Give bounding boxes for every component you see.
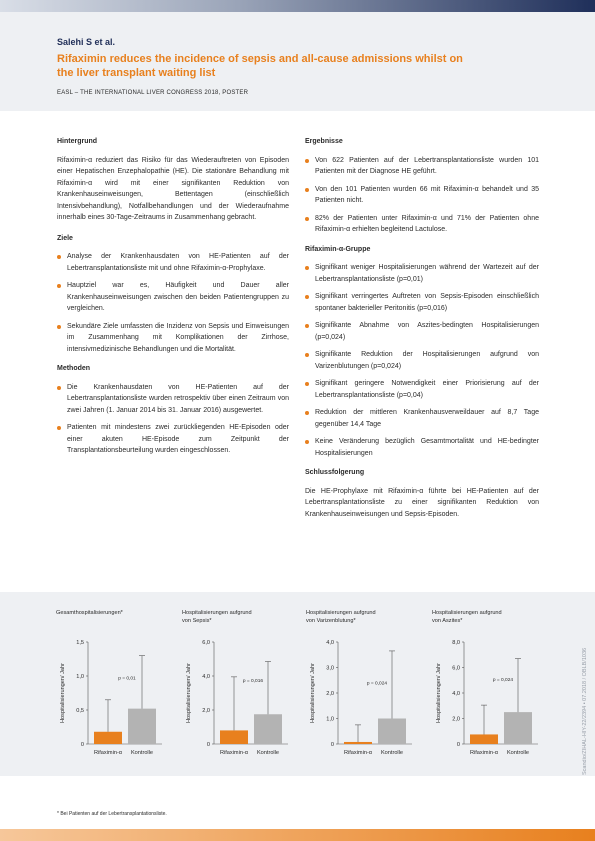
list-item	[305, 407, 539, 430]
list-item-text: Keine Veränderung bezüglich Gesamtmortalität und HE-bedingter Hospitalisierungen	[315, 438, 539, 457]
chart-title: Hospitalisierungen aufgrund	[182, 610, 252, 616]
side-note-text: Scandio/ZIHAL-HIY-22/2394 • 07.2018 / OBLB/1036	[582, 647, 588, 775]
bar-chart	[176, 592, 300, 776]
bullet-icon	[305, 266, 309, 270]
list-item-text: Signifikant verringertes Auftreten von Sepsis-Episoden einschließlich spontaner bakterieller Peritonitis (p=0,016)	[315, 293, 539, 312]
y-tick-label: 0	[330, 742, 334, 748]
x-category-label: Rifaximin-α	[469, 750, 499, 756]
bar	[254, 714, 282, 744]
bar	[378, 719, 406, 745]
list-item	[305, 291, 539, 314]
footnote: * Bei Patienten auf der Lebertransplantationsliste.	[57, 811, 167, 817]
y-tick-label: 0	[206, 742, 210, 748]
list-item	[305, 262, 539, 285]
list-item	[305, 349, 539, 372]
y-axis-label: Hospitalisierungen/ Jahr	[60, 662, 66, 724]
list-item-text: Signifikante Reduktion der Hospitalisierungen aufgrund von Varizenblutungen (p=0,024)	[315, 351, 539, 370]
list-item-text: Signifikant geringere Notwendigkeit einer Priorisierung auf der Lebertransplantationsliste (p=0,04)	[315, 380, 539, 399]
x-category-label: Rifaximin-α	[343, 750, 373, 756]
y-tick-label: 1,5	[76, 640, 84, 646]
bar	[94, 732, 122, 744]
list-item	[305, 155, 539, 178]
methoden-list	[57, 382, 289, 457]
list-item	[305, 320, 539, 343]
y-tick-label: 2,0	[202, 708, 210, 714]
bullet-icon	[305, 411, 309, 415]
list-item	[305, 378, 539, 401]
x-category-label: Kontrolle	[130, 750, 154, 756]
bullet-icon	[305, 324, 309, 328]
section-heading-ziele: Ziele	[57, 234, 73, 242]
y-tick-label: 2,0	[326, 691, 334, 697]
bullet-icon	[57, 255, 61, 259]
bullet-icon	[305, 159, 309, 163]
list-item-text: Hauptziel war es, Häufigkeit und Dauer aller Krankenhauseinweisungen zwischen den beiden Patientengruppen zu vergleichen.	[67, 282, 289, 312]
bullet-icon	[57, 386, 61, 390]
bullet-icon	[305, 440, 309, 444]
gruppe-list	[305, 262, 539, 459]
y-axis-label: Hospitalisierungen/ Jahr	[186, 662, 192, 724]
chart-title: Hospitalisierungen aufgrund	[432, 610, 502, 616]
y-tick-label: 8,0	[452, 640, 460, 646]
list-item	[305, 184, 539, 207]
schluss-text: Die HE-Prophylaxe mit Rifaximin-α führte bei HE-Patienten auf der Lebertransplantationsliste zu einer signifikanten Reduktion von Krankenhauseinweisungen und Sepsis-Episoden.	[305, 487, 539, 518]
list-item	[57, 251, 289, 274]
top-gradient-bar	[0, 0, 595, 12]
p-value-annotation: p = 0,016	[242, 679, 264, 685]
list-item-text: Patienten mit mindestens zwei zurückliegenden HE-Episoden oder einer akuten HE-Episode zum Zeitpunkt der Transplantationsbeurteilung wurden eingeschlossen.	[67, 424, 289, 454]
list-item	[305, 213, 539, 236]
bullet-icon	[305, 353, 309, 357]
bullet-icon	[57, 284, 61, 288]
bar	[220, 730, 248, 744]
y-tick-label: 4,0	[326, 640, 334, 646]
chart-title: von Sepsis*	[182, 618, 212, 624]
left-column	[57, 136, 289, 465]
p-value-annotation: p = 0,024	[492, 678, 514, 684]
list-item-text: Von 622 Patienten auf der Lebertransplantationsliste wurden 101 Patienten mit der Diagnose HE geführt.	[315, 156, 539, 175]
x-category-label: Kontrolle	[256, 750, 280, 756]
chart-panel	[0, 592, 595, 776]
chart-title: von Varizenblutung*	[306, 618, 356, 624]
y-tick-label: 2,0	[452, 716, 460, 723]
bullet-icon	[57, 426, 61, 430]
section-heading-hintergrund: Hintergrund	[57, 138, 98, 145]
x-category-label: Rifaximin-α	[219, 750, 249, 756]
chart-title: Hospitalisierungen aufgrund	[306, 610, 376, 616]
bullet-icon	[57, 325, 61, 329]
y-tick-label: 4,0	[202, 674, 210, 680]
list-item	[57, 382, 289, 417]
bar-chart	[50, 592, 174, 776]
y-axis-label: Hospitalisierungen/ Jahr	[310, 662, 316, 724]
bullet-icon	[305, 188, 309, 192]
side-note	[574, 600, 588, 775]
p-value-annotation: p = 0,024	[366, 681, 388, 687]
bar-chart	[300, 592, 424, 776]
list-item	[305, 436, 539, 459]
y-tick-label: 1,0	[76, 674, 84, 680]
ergebnisse-list	[305, 155, 539, 236]
y-tick-label: 6,0	[202, 640, 210, 646]
x-category-label: Rifaximin-α	[93, 750, 123, 756]
section-heading-schluss: Schlussfolgerung	[305, 469, 365, 476]
list-item-text: Signifikant weniger Hospitalisierungen während der Wartezeit auf der Lebertransplantationsliste (p=0,01)	[315, 264, 539, 283]
bullet-icon	[305, 217, 309, 221]
list-item-text: 82% der Patienten unter Rifaximin-α und 71% der Patienten ohne Rifaximin-α erhielten begleitend Lactulose.	[315, 214, 539, 233]
list-item	[57, 422, 289, 457]
bar	[504, 712, 532, 744]
y-tick-label: 3,0	[326, 665, 334, 672]
y-tick-label: 0	[456, 742, 460, 748]
congress-line: EASL – THE INTERNATIONAL LIVER CONGRESS 2018, POSTER	[57, 90, 249, 96]
list-item	[57, 321, 289, 356]
bullet-icon	[305, 382, 309, 386]
author-line: Salehi S et al.	[57, 37, 116, 47]
y-tick-label: 6,0	[452, 665, 460, 672]
section-heading-gruppe: Rifaximin-α-Gruppe	[305, 245, 371, 253]
bottom-gradient-bar	[0, 829, 595, 841]
list-item-text: Sekundäre Ziele umfassten die Inzidenz von Sepsis und Einweisungen im Zusammenhang mit Komplikationen der Zirrhose, intensivmedizinische Behandlungen und die Mortalität.	[67, 322, 289, 353]
list-item-text: Von den 101 Patienten wurden 66 mit Rifaximin-α behandelt und 35 Patienten nicht.	[315, 185, 539, 204]
y-axis-label: Hospitalisierungen/ Jahr	[436, 662, 442, 724]
list-item-text: Die Krankenhausdaten von HE-Patienten auf der Lebertransplantationsliste wurden retrospektiv über einen Zeitraum von zwei Jahren (1. Januar 2014 bis 31. Januar 2016) ausgewertet.	[67, 383, 289, 414]
chart-title: von Aszites*	[432, 618, 463, 624]
poster-title: Rifaximin reduces the incidence of sepsis and all-cause admissions whilst on the liver transplant waiting list	[57, 53, 463, 79]
section-heading-methoden: Methoden	[57, 365, 91, 372]
bar	[128, 709, 156, 744]
list-item-text: Reduktion der mittleren Krankenhausverweildauer auf 8,7 Tage gegenüber 14,4 Tage	[315, 409, 539, 428]
list-item-text: Signifikante Abnahme von Aszites-bedingten Hospitalisierungen (p=0,024)	[315, 322, 539, 341]
list-item-text: Analyse der Krankenhausdaten von HE-Patienten auf der Lebertransplantationsliste mit und ohne Rifaximin-α-Prophylaxe.	[67, 253, 289, 272]
y-tick-label: 4,0	[452, 691, 460, 697]
x-category-label: Kontrolle	[506, 750, 530, 756]
y-tick-label: 0,5	[76, 708, 84, 714]
bar-chart	[426, 592, 550, 776]
section-heading-ergebnisse: Ergebnisse	[305, 138, 343, 145]
y-tick-label: 0	[80, 742, 84, 748]
bar	[344, 742, 372, 744]
ziele-list	[57, 251, 289, 355]
bar	[470, 734, 498, 744]
bullet-icon	[305, 295, 309, 299]
list-item	[57, 280, 289, 315]
x-category-label: Kontrolle	[380, 750, 404, 756]
chart-title: Gesamthospitalisierungen*	[56, 610, 123, 616]
p-value-annotation: p = 0,01	[118, 676, 136, 682]
right-column	[305, 136, 539, 529]
y-tick-label: 1,0	[326, 716, 334, 723]
hintergrund-text: Rifaximin-α reduziert das Risiko für das Wiederauftreten von Episoden einer Hepatischen Enzephalopathie (HE). Die stationäre Behandlung mit Rifaximin-α wird mit einer signifikanten Reduktion von Krankenhauseinweisungen, Bettentagen (einschließlich Intensivbehandlung), Notfallbehandlungen und der Wiederaufnahme innerhalb eines 30-Tage-Zeitraums in Zusammenhang gebracht.	[57, 156, 289, 221]
